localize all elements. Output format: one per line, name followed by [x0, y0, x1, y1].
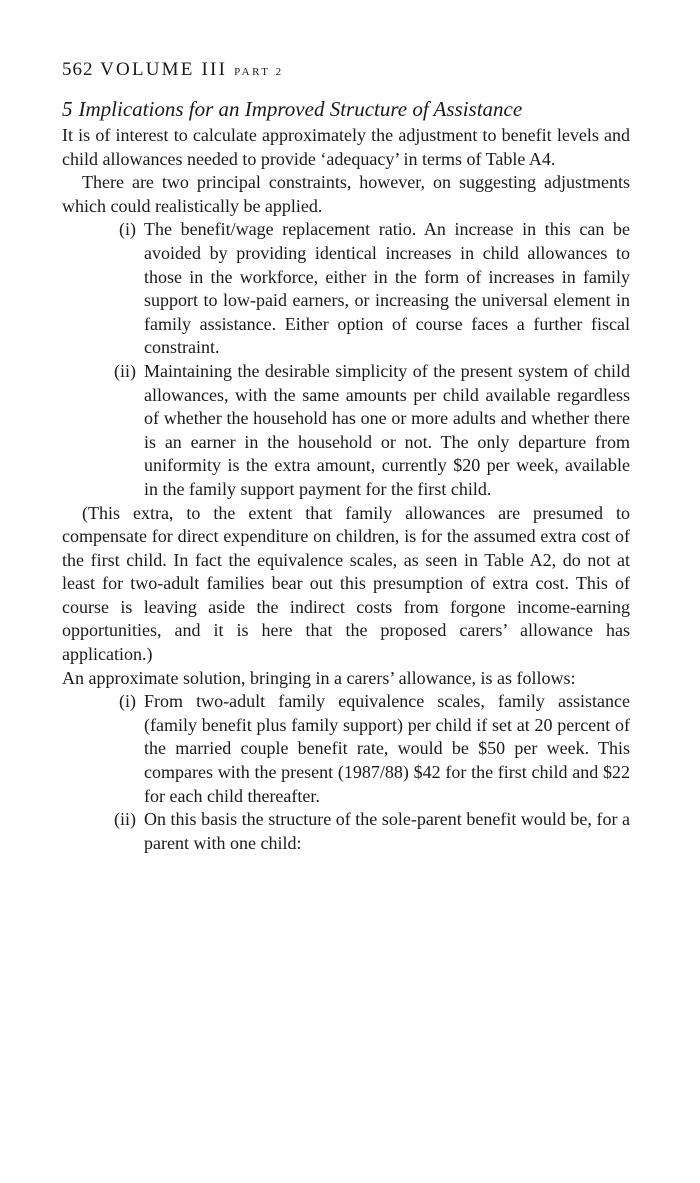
list-marker: (ii) [114, 360, 136, 381]
constraints-lead-paragraph: There are two principal constraints, however, on suggesting adjustments which could realistically be applied. [62, 172, 630, 216]
list-marker: (ii) [114, 809, 136, 830]
constraints-list [62, 218, 630, 501]
list-item-text: From two-adult family equivalence scales, family assistance (family benefit plus family support) per child if set at 20 percent of the married couple benefit rate, would be $50 per week. This compares with the present (1987/88) $42 for the first child and $22 for each child thereafter. [144, 691, 630, 806]
section-title: Implications for an Improved Structure of Assistance [78, 97, 523, 121]
list-item-text: The benefit/wage replacement ratio. An increase in this can be avoided by providing identical increases in child allowances to those in the workforce, either in the form of increases in family support to low-paid earners, or increasing the universal element in family assistance. Either option of course faces a further fiscal constraint. [144, 219, 630, 358]
list-marker: (i) [119, 691, 136, 712]
solution-lead-paragraph: An approximate solution, bringing in a carers’ allowance, is as follows: [62, 667, 576, 688]
list-marker: (i) [119, 219, 136, 240]
running-head [62, 58, 630, 84]
section-number: 5 [62, 97, 73, 121]
volume-label: VOLUME III [100, 59, 228, 80]
parenthetical-paragraph: (This extra, to the extent that family allowances are presumed to compensate for direct expenditure on children, is for the assumed extra cost of the first child. In fact the equivalence scales, as seen in Table A2, do not at least for two-adult families bear out this presumption of extra cost. This of course is leaving aside the indirect costs from forgone income-earning opportunities, and it is here that the proposed carers’ allowance has application.) [62, 502, 630, 665]
list-item [62, 808, 630, 855]
part-label: PART 2 [234, 66, 284, 78]
solution-list [62, 690, 630, 855]
list-item-text: Maintaining the desirable simplicity of the present system of child allowances, with the same amounts per child available regardless of whether the household has one or more adults and whether there is an earner in the household or not. The only departure from uniformity is the extra amount, currently $20 per week, available in the family support payment for the first child. [144, 360, 630, 499]
list-item-text: On this basis the structure of the sole-parent benefit would be, for a parent with one child: [144, 809, 630, 853]
intro-paragraph: It is of interest to calculate approximately the adjustment to benefit levels and child allowances needed to provide ‘adequacy’ in terms of Table A4. [62, 125, 630, 169]
list-item [62, 360, 630, 502]
list-item [62, 218, 630, 360]
section-heading [62, 96, 630, 123]
page-number: 562 [62, 59, 94, 80]
list-item [62, 690, 630, 808]
